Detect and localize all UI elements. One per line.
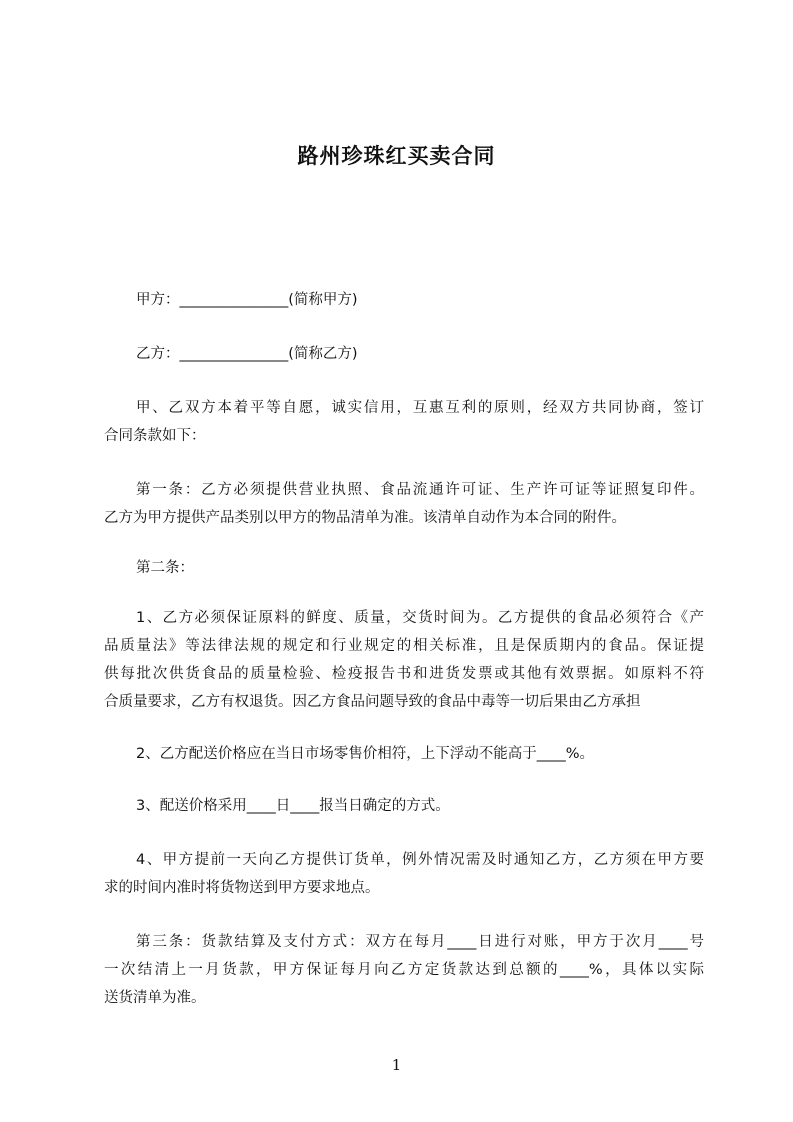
page-number: 1 xyxy=(391,1056,402,1074)
article-2-item-3-text: 3、配送价格采用____日____报当日确定的方式。 xyxy=(136,798,450,814)
article-3-paragraph xyxy=(104,928,704,1012)
article-2-item-1-line: 1、乙方必须保证原料的鲜度、质量，交货时间为。乙方提供的食品必须符合《产 xyxy=(136,610,704,626)
article-2-item-3 xyxy=(104,792,704,820)
party-b-text: 乙方：_______________(简称乙方) xyxy=(136,346,358,362)
party-b-line xyxy=(104,340,704,368)
article-2-item-2-text: 2、乙方配送价格应在当日市场零售价相符，上下浮动不能高于____%。 xyxy=(136,746,595,762)
article-2-item-2 xyxy=(104,740,704,768)
article-3-line: 第三条：货款结算及支付方式：双方在每月____日进行对账，甲方于次月____号 xyxy=(136,934,704,950)
article-2-item-1 xyxy=(104,604,704,716)
article-2-item-4-line: 4、甲方提前一天向乙方提供订货单，例外情况需及时通知乙方，乙方须在甲方要 xyxy=(136,852,704,868)
party-a-text: 甲方：_______________(简称甲方) xyxy=(136,292,358,308)
preamble-line: 合同条款如下： xyxy=(104,428,206,444)
article-2-item-1-line: 合质量要求，乙方有权退货。因乙方食品问题导致的食品中毒等一切后果由乙方承担 xyxy=(104,694,641,710)
document-title: 路州珍珠红买卖合同 xyxy=(297,144,496,168)
article-1-paragraph xyxy=(104,476,704,532)
article-2-heading-text: 第二条： xyxy=(136,560,194,576)
preamble-paragraph xyxy=(104,394,704,450)
article-1-line: 乙方为甲方提供产品类别以甲方的物品清单为准。该清单自动作为本合同的附件。 xyxy=(104,510,626,526)
article-2-item-1-line: 品质量法》等法律法规的规定和行业规定的相关标准，且是保质期内的食品。保证提 xyxy=(104,638,704,654)
article-2-heading xyxy=(104,554,704,582)
article-2-item-4-line: 求的时间内准时将货物送到甲方要求地点。 xyxy=(104,880,380,896)
article-1-line: 第一条：乙方必须提供营业执照、食品流通许可证、生产许可证等证照复印件。 xyxy=(136,482,704,498)
article-2-item-1-line: 供每批次供货食品的质量检验、检疫报告书和进货发票或其他有效票据。如原料不符 xyxy=(104,666,704,682)
article-3-line: 一次结清上一月货款，甲方保证每月向乙方定货款达到总额的____%，具体以实际 xyxy=(104,962,704,978)
party-a-line xyxy=(104,286,704,314)
article-2-item-4 xyxy=(104,846,704,902)
article-3-line: 送货清单为准。 xyxy=(104,990,206,1006)
preamble-line: 甲、乙双方本着平等自愿，诚实信用，互惠互利的原则，经双方共同协商，签订 xyxy=(136,400,704,416)
